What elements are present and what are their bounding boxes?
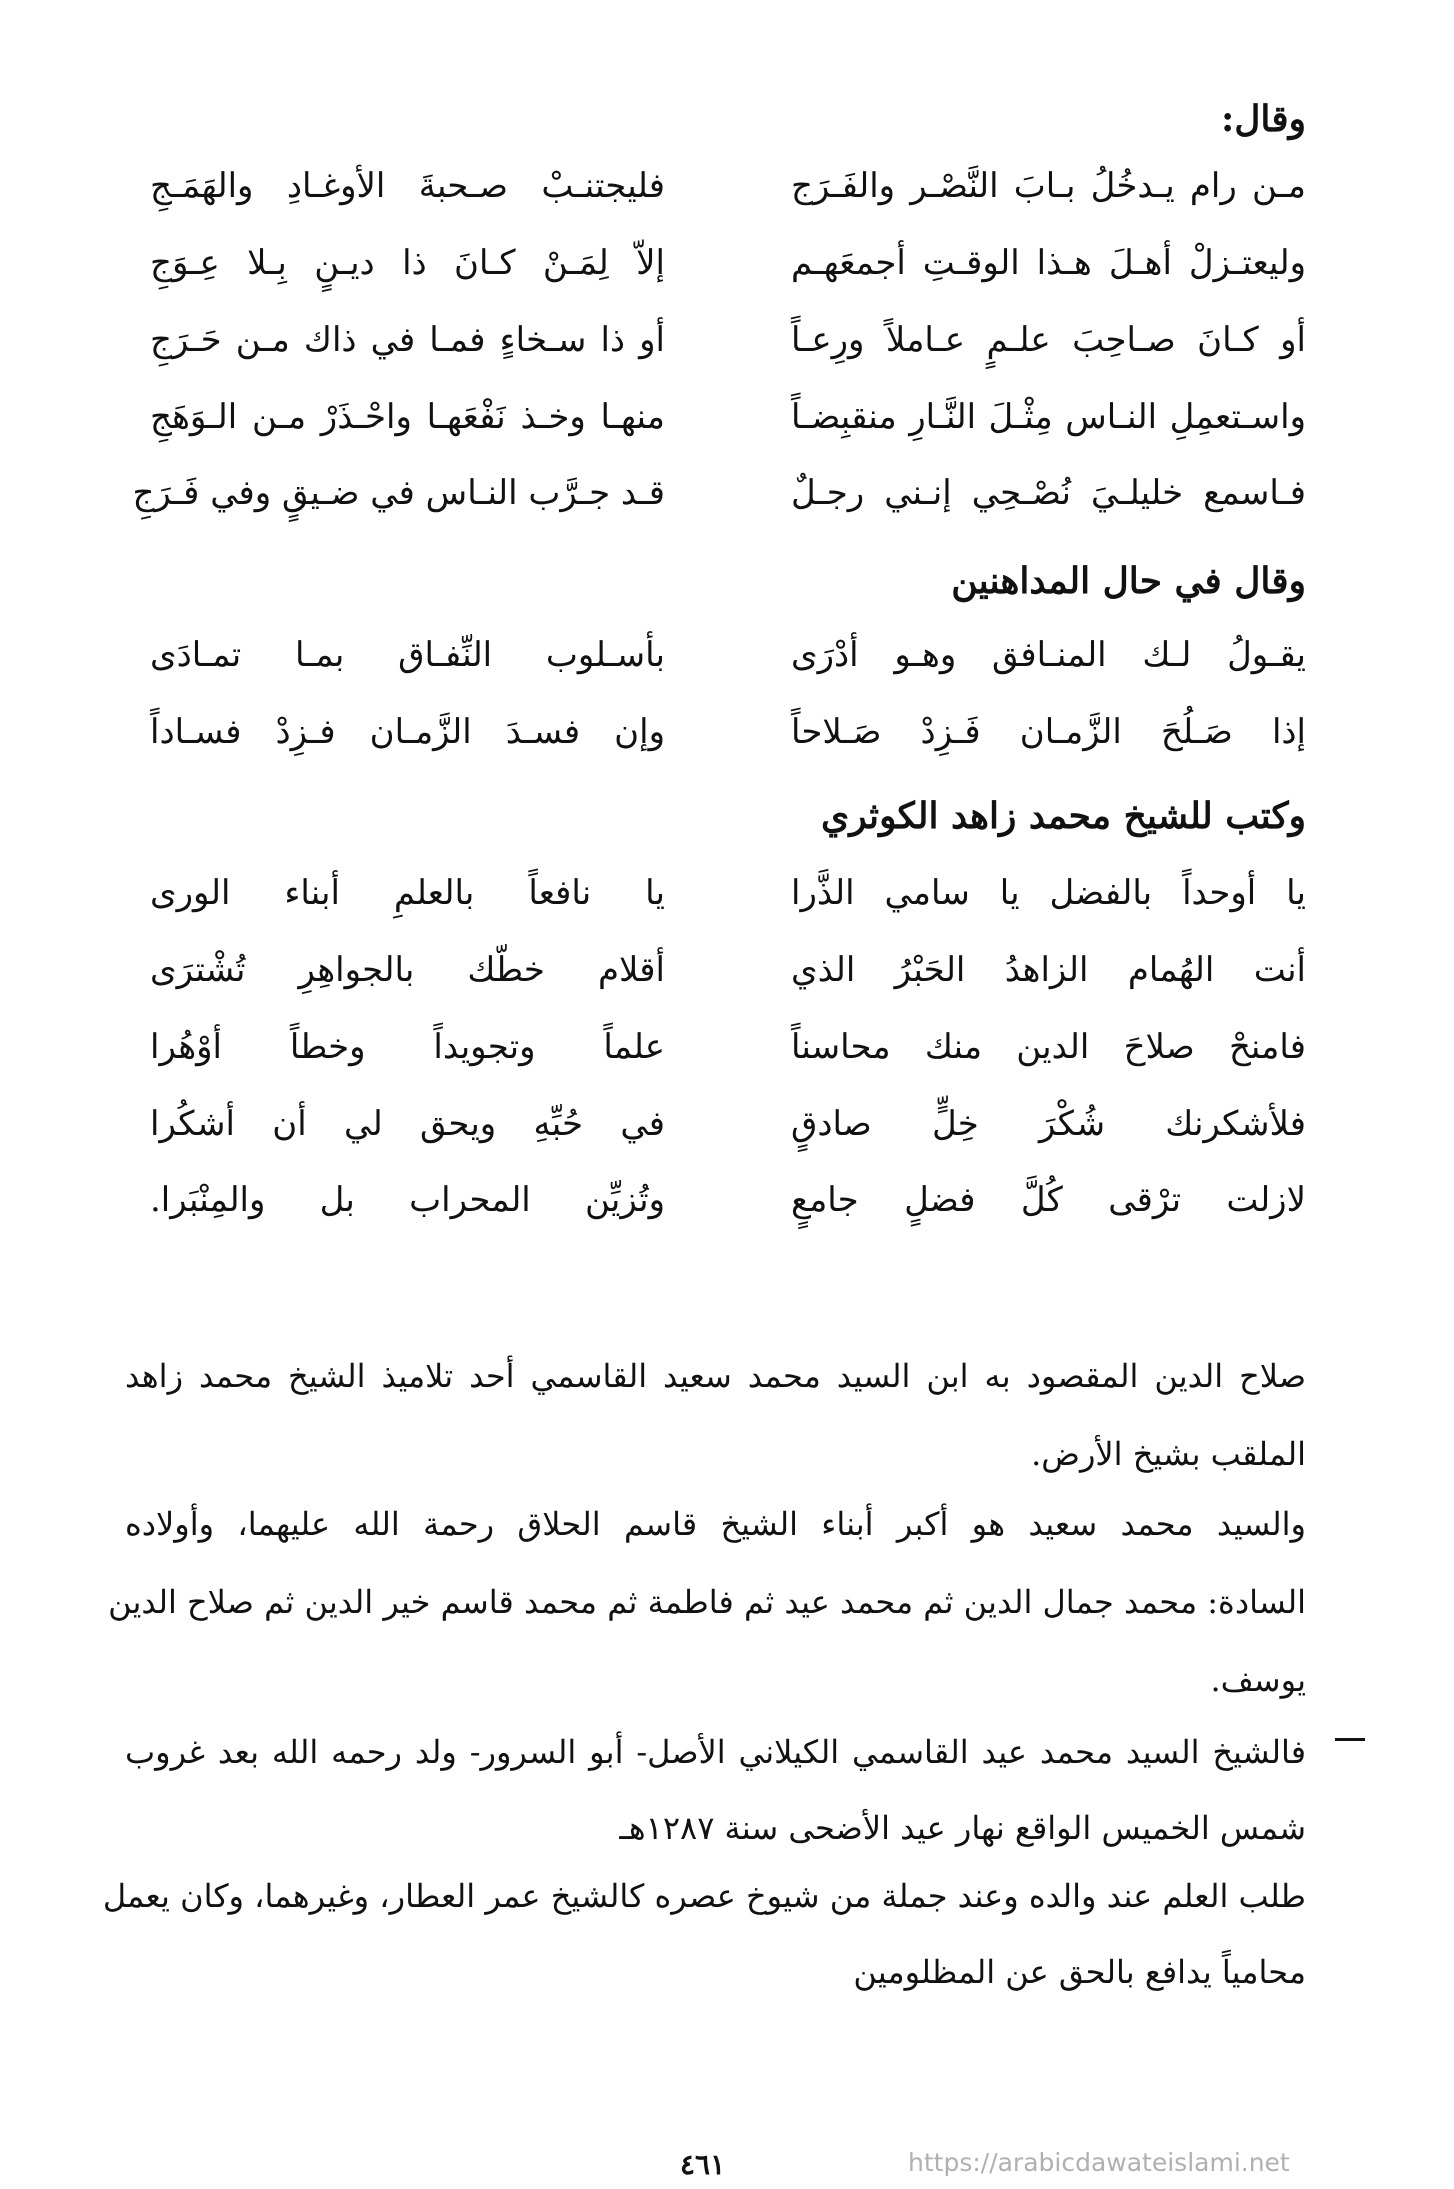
verse-first-hemistich: فامنحْ صلاحَ الدين منك محاسناً xyxy=(791,1027,1306,1067)
watermark-url: https://arabicdawateislami.net xyxy=(908,2148,1290,2177)
verse-line xyxy=(132,473,1306,549)
verse-first-hemistich: يا أوحداً بالفضل يا سامي الذَّرا xyxy=(791,873,1306,913)
verse-second-hemistich: وتُزيِّن المحراب بل والمِنْبَرا. xyxy=(150,1180,665,1220)
verse-line xyxy=(150,1104,1306,1180)
verse-line xyxy=(150,320,1306,396)
verse-second-hemistich: وإن فسـدَ الزَّمـان فـزِدْ فسـاداً xyxy=(150,712,665,752)
note-line: فالشيخ السيد محمد عيد القاسمي الكيلاني الأصل- أبو السرور- ولد رحمه الله بعد غروب xyxy=(125,1733,1306,1771)
section-heading: وكتب للشيخ محمد زاهد الكوثري xyxy=(821,795,1306,837)
verse-second-hemistich: فليجتنـبْ صـحبةَ الأوغـادِ والهَمَـجِ xyxy=(150,166,665,206)
section-heading: وقال في حال المداهنين xyxy=(951,560,1306,602)
verse-first-hemistich: فـاسمع خليلـيَ نُصْـحِي إنـني رجـلٌ xyxy=(791,473,1306,513)
page-number: ٤٦١ xyxy=(680,2148,726,2181)
verse-second-hemistich: أقلام خطّك بالجواهِرِ تُشْترَى xyxy=(150,950,665,990)
verse-first-hemistich: واسـتعمِلِ النـاس مِثْـلَ النَّـارِ منقبِضـاً xyxy=(791,397,1306,437)
page-footer xyxy=(0,2148,1454,2181)
notes-block xyxy=(102,1357,1306,1920)
verse-first-hemistich: لازلت ترْقى كُلَّ فضلٍ جامعٍ xyxy=(791,1180,1306,1220)
verse-second-hemistich: في حُبِّهِ ويحق لي أن أشكُرا xyxy=(150,1104,665,1144)
section-heading: وقال: xyxy=(1220,98,1306,140)
verse-second-hemistich: قـد جـرَّب النـاس في ضـيقٍ وفي فَـرَجِ xyxy=(132,473,665,513)
list-dash xyxy=(1335,1738,1365,1741)
verse-second-hemistich: أو ذا سـخاءٍ فمـا في ذاك مـن حَـرَجِ xyxy=(150,320,665,360)
verse-line xyxy=(150,635,1306,711)
verse-second-hemistich: علماً وتجويداً وخطاً أوْهُرا xyxy=(150,1027,665,1067)
verse-line xyxy=(150,1027,1306,1103)
verse-second-hemistich: إلاّ لِمَـنْ كـانَ ذا ديـنٍ بِـلا عِـوَجِ xyxy=(150,243,665,283)
verse-second-hemistich: منهـا وخـذ نَفْعَهـا واحْـذَرْ مـن الـوَهَجِ xyxy=(150,397,665,437)
notes-block-continued xyxy=(102,1877,1306,2040)
verse-first-hemistich: يقـولُ لـك المنـافق وهـو أدْرَى xyxy=(791,635,1306,675)
verse-line xyxy=(150,166,1306,242)
verse-second-hemistich: يا نافعاً بالعلمِ أبناء الورى xyxy=(150,873,665,913)
verse-second-hemistich: بأسـلوب النِّفـاق بمـا تمـادَى xyxy=(150,635,665,675)
verse-first-hemistich: أنت الهُمام الزاهدُ الحَبْرُ الذي xyxy=(791,950,1306,990)
note-line: الملقب بشيخ الأرض. xyxy=(1031,1435,1306,1473)
note-line: شمس الخميس الواقع نهار عيد الأضحى سنة ١٢٨٧هـ xyxy=(619,1809,1306,1847)
note-line: محامياً يدافع بالحق عن المظلومين xyxy=(853,1953,1306,1991)
verse-first-hemistich: أو كـانَ صـاحِبَ علـمٍ عـاملاً ورِعـاً xyxy=(791,320,1306,360)
verse-line xyxy=(150,950,1306,1026)
verse-line xyxy=(150,1180,1306,1256)
verse-line xyxy=(150,873,1306,949)
note-line: والسيد محمد سعيد هو أكبر أبناء الشيخ قاسم الحلاق رحمة الله عليهما، وأولاده xyxy=(125,1505,1306,1543)
verse-line xyxy=(150,397,1306,473)
verse-first-hemistich: فلأشكرنك شُكْرَ خِلٍّ صادقٍ xyxy=(791,1104,1306,1144)
verse-first-hemistich: إذا صَـلُحَ الزَّمـان فَـزِدْ صَـلاحاً xyxy=(791,712,1306,752)
note-line: طلب العلم عند والده وعند جملة من شيوخ عصره كالشيخ عمر العطار، وغيرهما، وكان يعمل xyxy=(102,1877,1306,1915)
verse-first-hemistich: وليعتـزلْ أهـلَ هـذا الوقـتِ أجمعَهـم xyxy=(791,243,1306,283)
note-line: السادة: محمد جمال الدين ثم محمد عيد ثم فاطمة ثم محمد قاسم خير الدين ثم صلاح الدين xyxy=(108,1583,1306,1621)
note-line: صلاح الدين المقصود به ابن السيد محمد سعيد القاسمي أحد تلاميذ الشيخ محمد زاهد xyxy=(125,1357,1306,1395)
verse-line xyxy=(150,712,1306,788)
note-line: يوسف. xyxy=(1210,1661,1306,1699)
verse-line xyxy=(150,243,1306,319)
verse-first-hemistich: مـن رام يـدخُلُ بـابَ النَّصْـر والفَـرَج xyxy=(791,166,1306,206)
